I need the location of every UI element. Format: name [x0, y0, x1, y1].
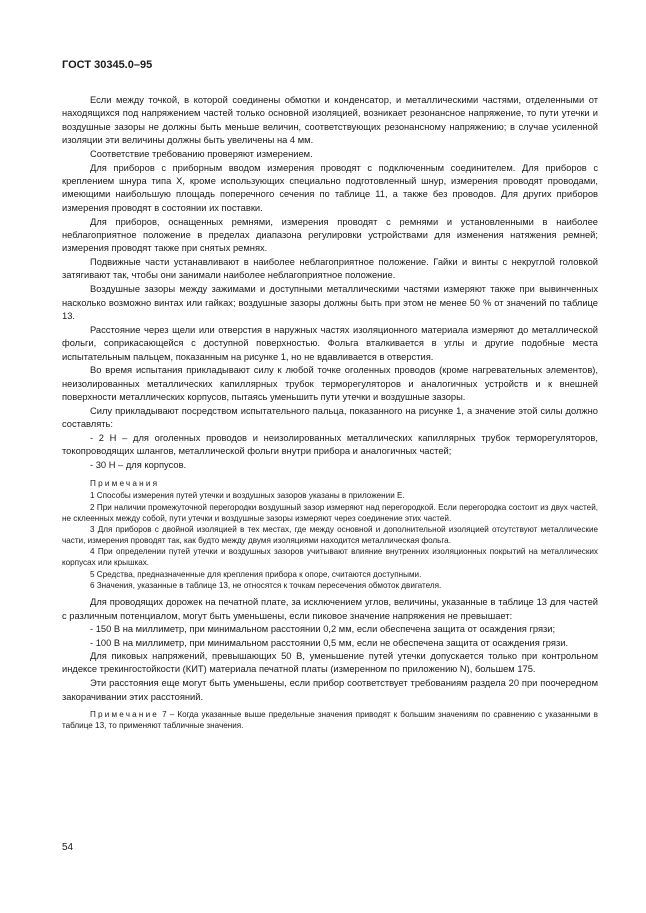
- note-item: 6 Значения, указанные в таблице 13, не относятся к точкам пересечения обмоток двигателя.: [90, 581, 442, 591]
- notes-title: Примечания: [90, 479, 160, 489]
- paragraph: Если между точкой, в которой соединены обмотки и конденсатор, и металлическими частями, отделенными от находящихся под напряжением частей только основной изоляцией, возникает резонансное напряжение, то пути утечки и воздушные зазоры не должны быть меньше величин, соответствующих резонансному напряжению; в случае усиленной изоляции эти величины должны быть увеличены на 4 мм.: [62, 95, 598, 146]
- final-note-label: Примечание: [90, 710, 160, 719]
- list-item: - 30 Н – для корпусов.: [90, 459, 187, 470]
- paragraph: Воздушные зазоры между зажимами и доступными металлическими частями измеряют также при вывинченных насколько возможно винтах или гайках; воздушные зазоры должны быть при этом не менее 50 % от значений по таблице 13.: [62, 284, 598, 321]
- main-text-top: [62, 94, 598, 432]
- force-list: [62, 432, 598, 472]
- note-item: 3 Для приборов с двойной изоляцией в тех местах, где между основной и дополнительной изоляцией отсутствуют металлические части, измерения проводят так, как будто между двумя изоляциями находится металлическая фольга.: [62, 525, 598, 545]
- paragraph: Расстояние через щели или отверстия в наружных частях изоляционного материала измеряют до металлической фольги, соприкасающейся с доступной поверхностью. Фольга вталкивается в углы и другие подобные места испытательным пальцем, показанным на рисунке 1, но не вдавливается в отверстия.: [62, 324, 598, 362]
- note-item: 2 При наличии промежуточной перегородки воздушный зазор измеряют над перегородкой. Если перегородка состоит из двух частей, не склеенных между собой, пути утечки и воздушные зазоры измеряют через соединение этих частей.: [62, 502, 598, 523]
- page-number: 54: [62, 842, 74, 853]
- document-header: ГОСТ 30345.0–95: [62, 59, 153, 71]
- paragraph: Для пиковых напряжений, превышающих 50 В, уменьшение путей утечки допускается только при контрольном индексе трекингостойкости (КИТ) материала печатной платы (измеренном по приложению N), большем 175.: [62, 651, 598, 675]
- main-text-end: [62, 650, 598, 704]
- paragraph: Подвижные части устанавливают в наиболее неблагоприятное положение. Гайки и винты с некруглой головкой затягивают так, чтобы они занимали наиболее неблагоприятное положение.: [62, 257, 598, 281]
- paragraph: Для приборов с приборным вводом измерения проводят с подключенным соединителем. Для приборов с креплением шнура типа X, кроме использующих специально подготовленный шнур, измерения проводят проводами, имеющими наибольшую площадь поперечного сечения по таблице 11, а также без проводов. Для других приборов измерения проводят в состоянии их поставки.: [62, 162, 598, 213]
- paragraph: Эти расстояния еще могут быть уменьшены, если прибор соответствует требованиям раздела 20 при поочередном закорачивании этих расстояний.: [62, 678, 598, 702]
- paragraph: Силу прикладывают посредством испытательного пальца, показанного на рисунке 1, а значение этой силы должно составлять:: [62, 405, 598, 430]
- paragraph: Во время испытания прикладывают силу к любой точке оголенных проводов (кроме нагревательных элементов), неизолированных металлических капиллярных трубок терморегуляторов и аналогичных устройств и к внешней поверхности металлических корпусов, пытаясь уменьшить пути утечки и воздушные зазоры.: [62, 365, 598, 403]
- final-note-text: 7 – Когда указанные выше предельные значения приводят к большим значениям по сравнению с указанными в таблице 13, то применяют табличные значения.: [62, 710, 598, 730]
- note-item: 5 Средства, предназначенные для крепления прибора к опоре, считаются доступными.: [90, 569, 422, 579]
- paragraph: Соответствие требованию проверяют измерением.: [90, 148, 313, 159]
- note-item: 1 Способы измерения путей утечки и воздушных зазоров указаны в приложении Е.: [90, 491, 405, 501]
- document-page: [62, 58, 598, 740]
- voltage-list: [62, 623, 598, 650]
- paragraph: Для приборов, оснащенных ремнями, измерения проводят с ремнями и установленными в наиболее неблагоприятное положение в пределах диапазона регулировки устройствами для изменения натяжения ремней; измерения проводят также при снятых ремнях.: [62, 216, 598, 254]
- note-item: 4 При определении путей утечки и воздушных зазоров учитывают влияние внутренних изоляционных покрытий на металлических корпусах или крышках.: [62, 547, 598, 568]
- paragraph: Для проводящих дорожек на печатной плате, за исключением углов, величины, указанные в таблице 13 для частей с различным потенциалом, могут быть уменьшены, если пиковое значение напряжения не превышает:: [62, 597, 598, 621]
- final-note: [62, 710, 598, 732]
- list-item: - 100 В на миллиметр, при минимальном расстоянии 0,5 мм, если не обеспечена защита от осаждения грязи.: [90, 637, 569, 648]
- main-text-bottom: [62, 596, 598, 623]
- notes-block: [62, 478, 598, 592]
- list-item: - 150 В на миллиметр, при минимальном расстоянии 0,2 мм, если обеспечена защита от осаждения грязи;: [90, 624, 556, 635]
- list-item: - 2 Н – для оголенных проводов и неизолированных металлических капиллярных трубок терморегуляторов, токопроводящих шлангов, металлической фольги внутри прибора и аналогичных частей;: [62, 433, 598, 457]
